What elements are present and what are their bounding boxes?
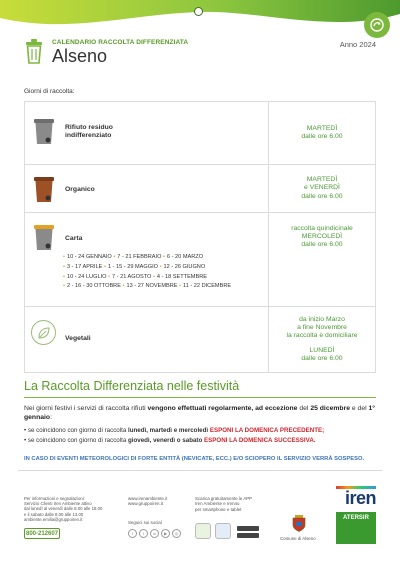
holidays-rules (24, 426, 384, 446)
app-icons (195, 523, 231, 539)
rule-item: • se coincidono con giorno di raccolta giovedì, venerdì o sabato ESPONI LA DOMENICA SUCCESSIVA. (24, 437, 316, 444)
recycle-badge-icon (364, 12, 390, 38)
waste-name: Vegetali (65, 335, 91, 342)
table-row (25, 212, 375, 306)
website-link[interactable]: www.gruppoiren.it (128, 501, 163, 507)
date-item: 6 - 20 MARZO (166, 254, 204, 260)
grey-bin-icon (33, 117, 55, 145)
atersir-logo: ATERSIR (336, 512, 376, 544)
google-play-badge-icon[interactable] (237, 533, 259, 538)
store-badges (237, 526, 259, 538)
table-row (25, 102, 375, 164)
calendar-year: Anno 2024 (339, 40, 376, 49)
waste-name: Organico (65, 186, 95, 193)
iren-logo: iren (344, 488, 376, 508)
holidays-title: La Raccolta Differenziata nelle festività (24, 379, 240, 393)
collection-schedule: MARTEDÌ dalle ore 6.00 (301, 124, 343, 140)
calendar-header (24, 38, 376, 70)
yellow-bin-icon (33, 223, 55, 251)
date-item: 10 - 24 LUGLIO (66, 273, 107, 280)
holidays-divider (24, 397, 376, 398)
iren-ambiente-app-icon[interactable] (195, 523, 211, 539)
weather-warning: IN CASO DI EVENTI METEOROLOGICI DI FORTE ENTITÀ (NEVICATE, ECC.) E/O SCIOPERO IL SERVIZIO VERRÀ SOSPESO. (24, 456, 365, 462)
collection-days-label: Giorni di raccolta: (24, 88, 75, 95)
date-item: 3 - 17 APRILE (66, 263, 103, 270)
collection-schedule: raccolta quindicinale MERCOLEDÌ dalle ore 6.00 (291, 225, 353, 249)
facebook-icon[interactable]: f (128, 529, 137, 538)
table-row (25, 164, 375, 212)
date-item: 7 - 21 FEBBRAIO (117, 254, 162, 260)
paper-dates-list: • 10 - 24 GENNAIO • 7 - 21 FEBBRAIO • 6 - 20 MARZO • 3 - 17 APRILE • 1 - 15 - 29 MAGGIO • 12 - 26 GIUGNO • 10 - 24 LUGLIO • 7 - 21 AGOSTO • 4 - 18 SETTEMBRE • 2 - 16 - 30 OTTOBRE • 13 - 27 NOVEMBRE • 11 - 22 DICEMBRE (63, 254, 232, 290)
waste-bin-icon (24, 38, 44, 64)
contact-info: Per informazioni e segnalazioni: Servizio Clienti Iren Ambiente attivo dal lunedì al venerdì dalle 8.00 alle 18.00 e il sabato dalle 8.00 alle 13.00 ambiente.emilia@gruppoiren.it (24, 496, 124, 522)
comune-label: Comune di Alseno (280, 536, 316, 541)
date-item: 2 - 16 - 30 OTTOBRE (66, 283, 121, 290)
social-icons (128, 529, 181, 538)
date-item: 1 - 15 - 29 MAGGIO (107, 263, 159, 270)
app-store-badge-icon[interactable] (237, 526, 259, 531)
iren4u-app-icon[interactable] (215, 523, 231, 539)
waste-name-2: indifferenziato (65, 132, 112, 139)
instagram-icon[interactable]: ◎ (172, 529, 181, 538)
date-item: 12 - 26 GIUGNO (163, 263, 206, 270)
brown-bin-icon (33, 175, 55, 203)
app-download-text: Scarica gratuitamente le APP Iren Ambiente e Iren4u per smartphone e tablet (195, 496, 253, 512)
contact-email[interactable]: ambiente.emilia@gruppoiren.it (24, 516, 83, 522)
date-item: 10 - 24 GENNAIO (66, 254, 112, 260)
rule-item: • se coincidono con giorno di raccolta lunedì, martedì e mercoledì ESPONI LA DOMENICA PRECEDENTE; (24, 427, 325, 434)
waste-name: Rifiuto residuo (65, 124, 113, 131)
websites (128, 496, 167, 507)
comune-crest-icon (292, 515, 306, 532)
twitter-icon[interactable]: t (139, 529, 148, 538)
leaf-icon (31, 320, 56, 345)
date-item: 11 - 22 DICEMBRE (183, 283, 232, 290)
top-wave-decoration (0, 0, 400, 36)
calendar-subtitle: CALENDARIO RACCOLTA DIFFERENZIATA (52, 39, 189, 46)
city-title: Alseno (52, 46, 108, 66)
collection-schedule: MARTEDÌ e VENERDÌ dalle ore 6.00 (301, 176, 343, 200)
linkedin-icon[interactable]: in (150, 529, 159, 538)
date-item: 7 - 21 AGOSTO (112, 273, 152, 280)
wave-dot (194, 7, 203, 16)
holidays-intro: Nei giorni festivi i servizi di raccolta rifiuti vengono effettuati regolarmente, ad eccezione del 25 dicembre e del 1° gennaio: (24, 405, 376, 422)
website-link[interactable]: www.irenambiente.it (128, 496, 168, 501)
waste-name: Carta (65, 235, 83, 242)
toll-free-number[interactable]: 800-212607 (24, 528, 60, 539)
date-item: 4 - 18 SETTEMBRE (156, 273, 207, 280)
collection-schedule: da inizio Marzo a fine Novembre la raccolta è domiciliare LUNEDÌ dalle ore 6.00 (286, 315, 358, 362)
table-row (25, 306, 375, 372)
youtube-icon[interactable]: ▶ (161, 529, 170, 538)
collection-table (24, 101, 376, 373)
social-label: Seguici sui social (128, 520, 162, 525)
date-item: 13 - 27 NOVEMBRE (126, 283, 178, 290)
footer-divider (18, 470, 382, 471)
